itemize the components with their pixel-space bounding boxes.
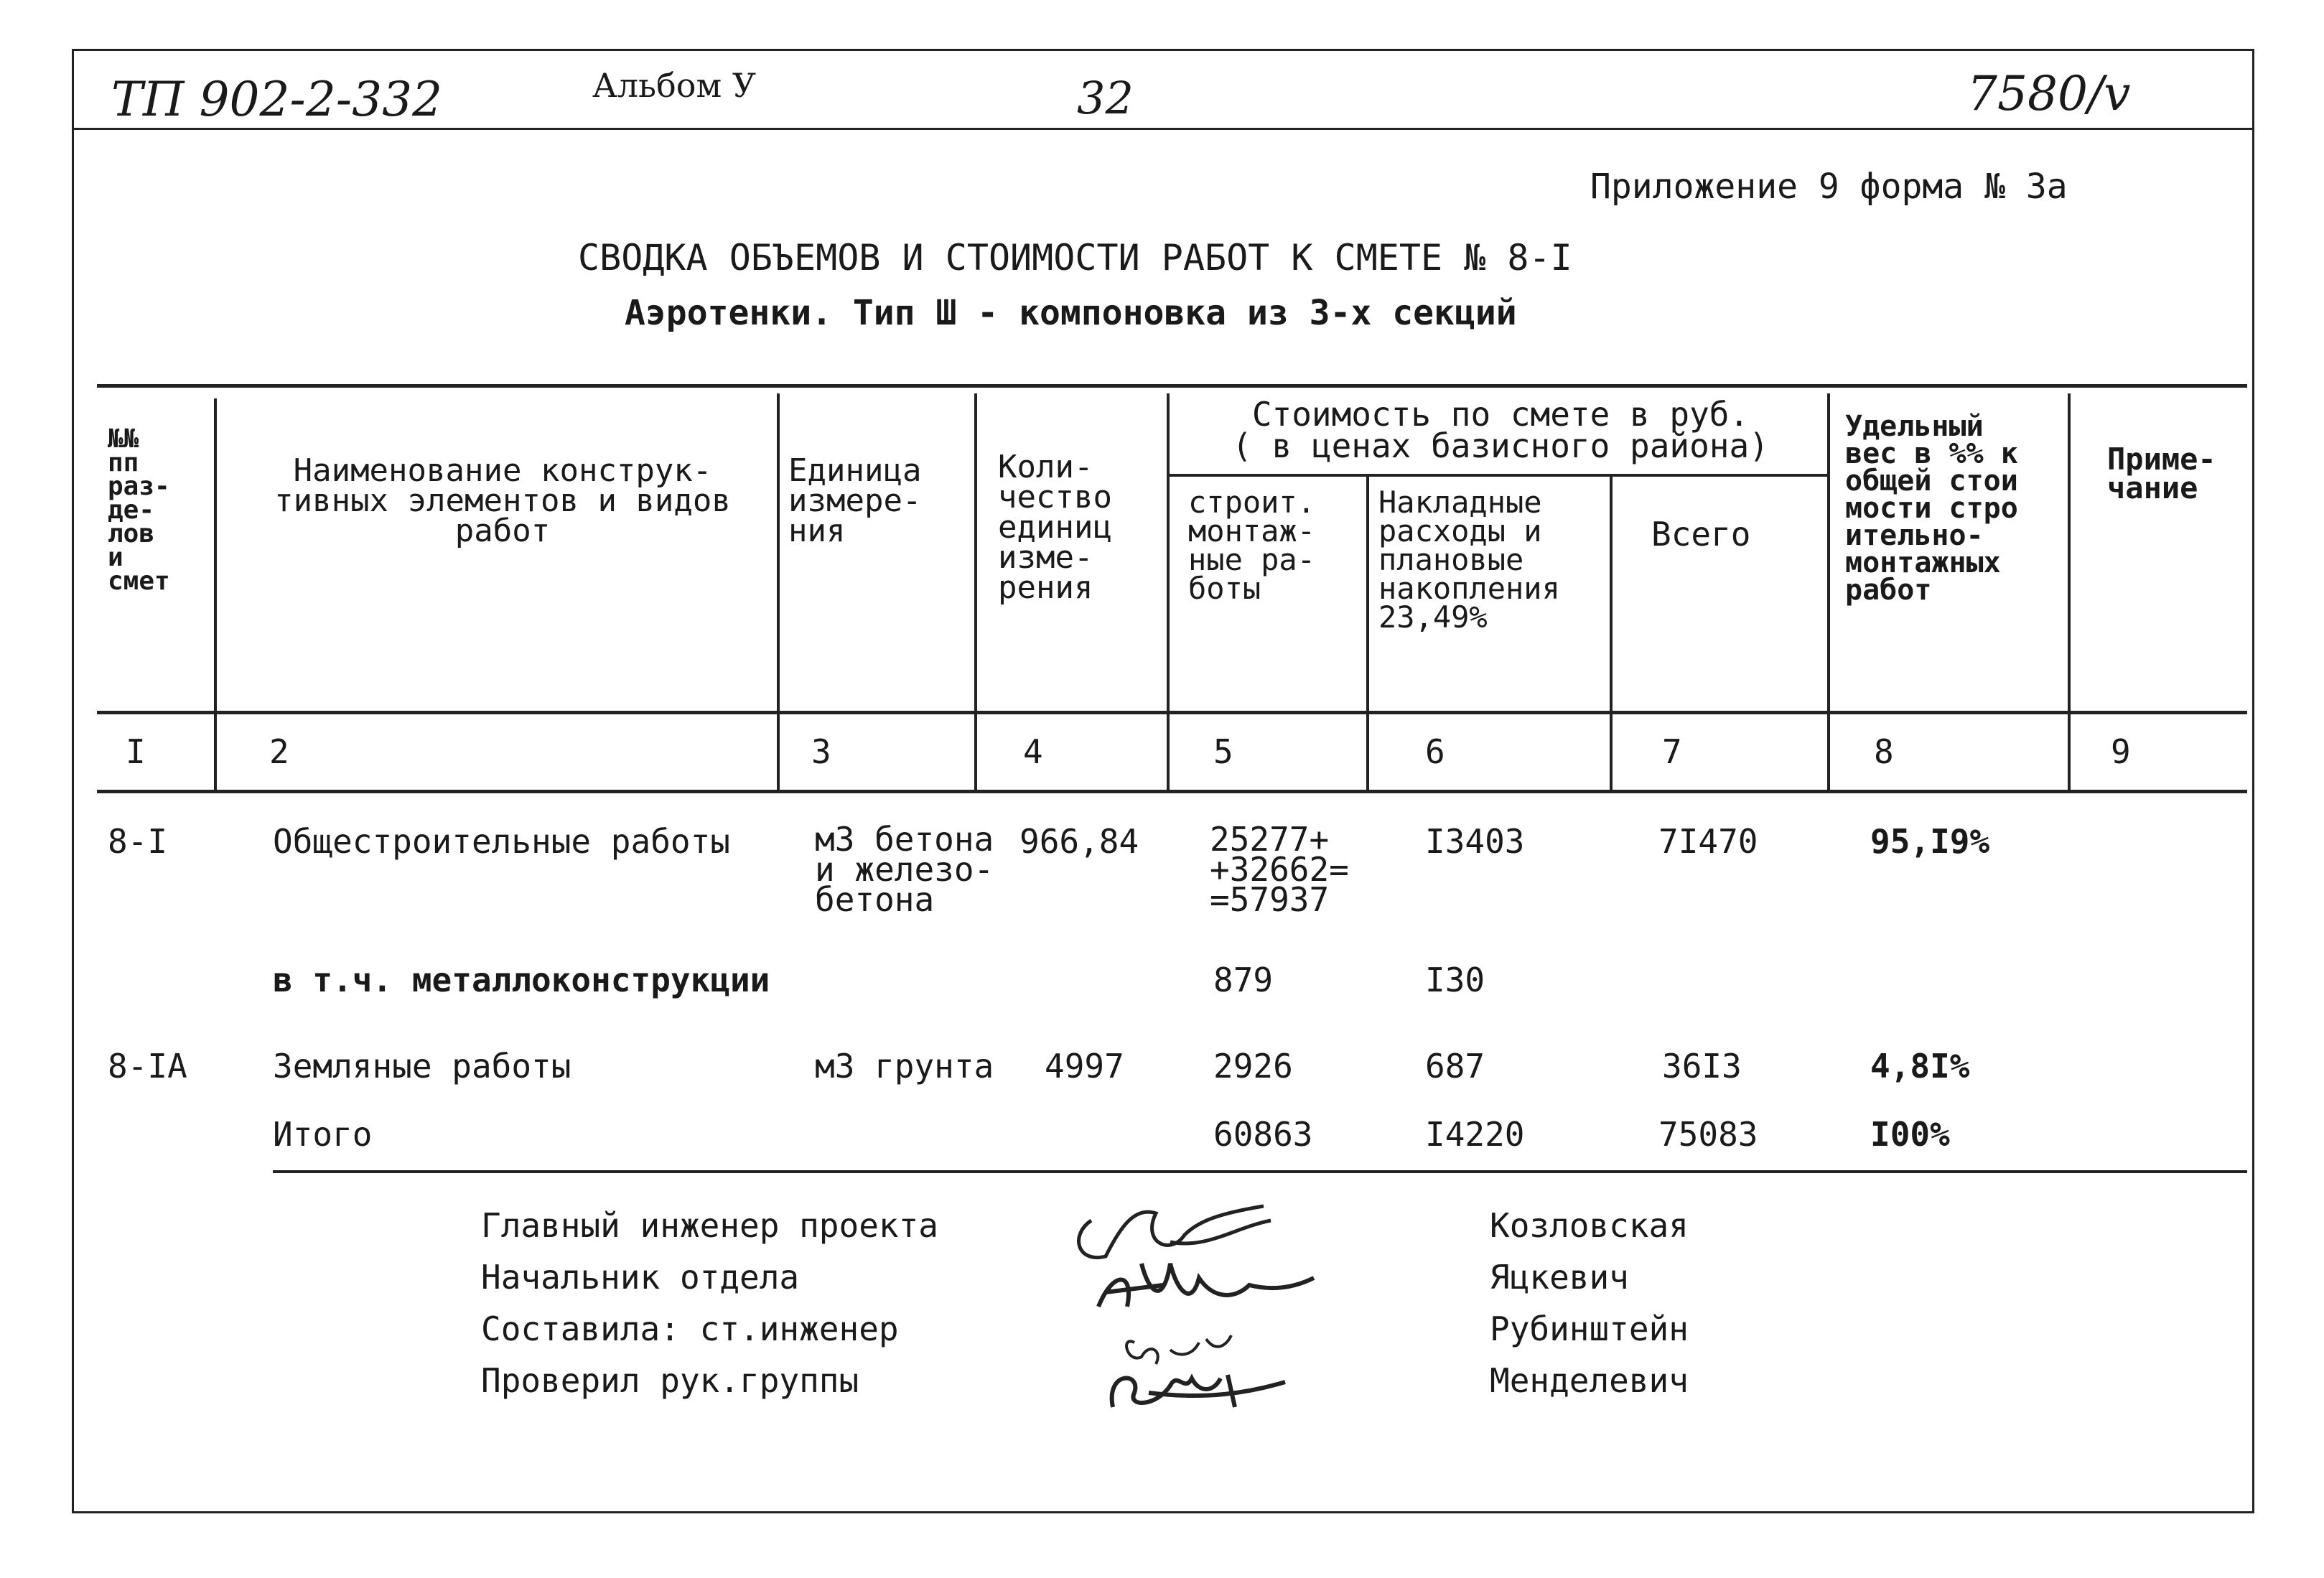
total-construction: 60863 (1213, 1115, 1313, 1154)
header-col1: №№ пп раз- де- лов и смет (108, 424, 170, 596)
header-col5: строит. монтаж- ные ра- боты (1188, 485, 1316, 606)
col-divider-7 (1827, 393, 1830, 790)
colnum-1: I (126, 732, 146, 771)
total-top-line (273, 1170, 2247, 1173)
cost-group-divider (1167, 474, 1827, 477)
col-divider-3 (974, 393, 977, 790)
doc-number: ТП 902-2-332 (111, 72, 443, 127)
row3-code: 8-IA (108, 1047, 187, 1086)
row3-total: 36I3 (1662, 1047, 1742, 1086)
page-subtitle: Аэротенки. Тип Ш - компоновка из 3-х секций (625, 293, 1517, 333)
colnum-3: 3 (811, 732, 831, 771)
header-cost-group: Стоимость по смете в руб. ( в ценах базисного района) (1232, 395, 1769, 465)
header-col4: Коли- чество единиц изме- рения (998, 449, 1112, 606)
row2-overhead: I30 (1425, 961, 1485, 999)
col-divider-1 (214, 398, 217, 790)
row1-name: Общестроительные работы (273, 822, 730, 861)
row3-construction: 2926 (1213, 1047, 1293, 1086)
page-title: СВОДКА ОБЪЕМОВ И СТОИМОСТИ РАБОТ К СМЕТЕ № 8-I (578, 237, 1572, 279)
album-label: Альбом У (592, 66, 757, 105)
header-col2: Наименование конструк- тивных элементов и видов работ (274, 452, 731, 549)
archive-code: 7580/v (1967, 66, 2131, 121)
header-col7: Всего (1651, 515, 1751, 554)
row2-construction: 879 (1213, 961, 1274, 999)
total-overhead: I4220 (1425, 1115, 1525, 1154)
row3-name: Земляные работы (273, 1047, 571, 1086)
row3-overhead: 687 (1425, 1047, 1485, 1086)
handwritten-signatures (1063, 1177, 1407, 1421)
row3-share: 4,8I% (1870, 1047, 1970, 1086)
total-share: I00% (1870, 1115, 1950, 1154)
colnum-4: 4 (1023, 732, 1043, 771)
sig-role-2: Начальник отдела (481, 1258, 800, 1297)
row1-share: 95,I9% (1870, 822, 1990, 861)
header-col8: Удельный вес в %% к общей стои мости стро ительно- монтажных работ (1845, 410, 2018, 607)
colnum-9: 9 (2111, 732, 2131, 771)
total-sum: 75083 (1658, 1115, 1758, 1154)
table-top-line (97, 384, 2247, 388)
col-divider-4 (1167, 393, 1170, 790)
frame-header-divider (72, 128, 2254, 130)
sig-name-4: Менделевич (1490, 1361, 1689, 1400)
total-label: Итого (273, 1115, 373, 1154)
colnum-8: 8 (1874, 732, 1894, 771)
sig-role-4: Проверил рук.группы (481, 1361, 859, 1400)
col-divider-2 (777, 393, 780, 790)
colnum-6: 6 (1425, 732, 1445, 771)
frame-bottom (72, 1511, 2254, 1513)
row1-construction: 25277+ +32662= =57937 (1210, 820, 1349, 919)
sig-name-3: Рубинштейн (1490, 1309, 1689, 1348)
col-divider-6 (1610, 474, 1613, 790)
row1-overhead: I3403 (1425, 822, 1525, 861)
col-divider-8 (2068, 393, 2071, 790)
row1-qty: 966,84 (1019, 822, 1139, 861)
colnum-2: 2 (269, 732, 289, 771)
row1-code: 8-I (108, 822, 168, 861)
header-col3: Единица измере- ния (788, 452, 922, 549)
sig-name-2: Яцкевич (1490, 1258, 1629, 1297)
row2-name: в т.ч. металлоконструкции (273, 961, 770, 999)
col-divider-5 (1366, 474, 1369, 790)
colnum-7: 7 (1662, 732, 1682, 771)
page-number: 32 (1077, 72, 1134, 124)
row3-unit: м3 грунта (815, 1047, 994, 1086)
sig-role-1: Главный инженер проекта (481, 1206, 938, 1245)
frame-left (72, 49, 74, 1513)
sig-name-1: Козловская (1490, 1206, 1689, 1245)
header-col9: Приме- чание (2107, 442, 2216, 505)
colnum-5: 5 (1213, 732, 1233, 771)
frame-top (72, 49, 2254, 51)
row1-unit: м3 бетона и железо- бетона (815, 820, 994, 919)
row1-total: 7I470 (1658, 822, 1758, 861)
frame-right (2252, 49, 2254, 1513)
sig-role-3: Составила: ст.инженер (481, 1309, 899, 1348)
colnum-bottom-line (97, 790, 2247, 793)
header-bottom-line (97, 711, 2247, 714)
row3-qty: 4997 (1045, 1047, 1124, 1086)
appendix-note: Приложение 9 форма № 3а (1590, 167, 2068, 207)
header-col6: Накладные расходы и плановые накопления 23,49% (1378, 485, 1560, 635)
